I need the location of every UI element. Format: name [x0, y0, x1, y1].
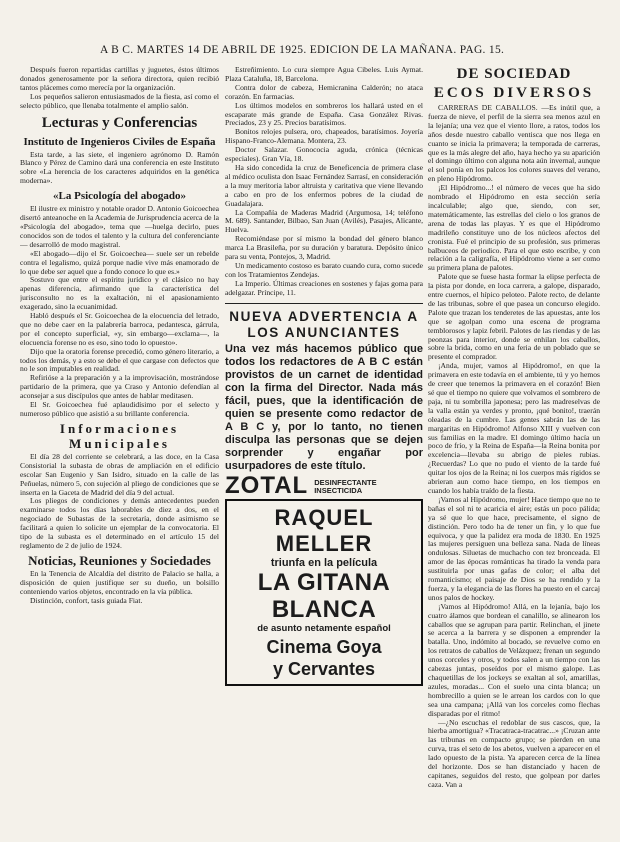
paragraph: Después fueron repartidas cartillas y juguetes, éstos últimos donados generosamente por la señora directora, quien recibió tantos plácemes como merecía por la organización.	[20, 66, 219, 92]
paragraph-text: —Es inútil que, a fuerza de nieve, el perfil de la sierra sea menos azul en la lejanía; una vez que el viento llore, a ratos, todos los años desde nuestro caballo ventisca que nos llega en cuanto se inicia la primavera; la temporada de carreras, que es la más alegre del año, haya hecho ya su aparición el domingo último con alguna nota aún invernal, aunque el sol ponía en los palcos los colores suaves del verano, en pleno Hipódromo.	[428, 103, 600, 184]
paragraph	[428, 104, 600, 184]
paragraph: ¡El Hipódromo...! el número de veces que ha sido nombrado el Hipódromo en esta sección sería incalculable; algo que, siendo, con ser, matemáticamente, las estrellas del cielo o los granos de arena de todas las playas. Y es que el Hipódromo madrileño constituye uno de los núcleos afectos del cronista. Fué el principio de su profesión, sus primeras balbuceos de periodico. Para el que esto escribe, y con relación a la caligrafía, el Hipódromo viene a ser como su primera plana de palotes.	[428, 183, 600, 273]
paragraph: El día 28 del corriente se celebrará, a las doce, en la Casa Consistorial la subasta de obras de ampliación en el edificio escolar San Eugenio y San Isidro, situado en la calle de las Peñuelas, número 5, con sujeción al pliego de condiciones que se inserta en la Gaceta de Madrid del día 9 del actual.	[20, 451, 219, 497]
paragraph: Sostuvo que entre el espíritu jurídico y el clásico no hay apenas diferencia, afirmando que la característica del jurisconsulto no es la exaltación, ni el apasionamiento exagerado, sino la ecuanimidad.	[20, 275, 219, 312]
notice-item: La Compañía de Maderas Madrid (Argumosa, 14; teléfono M. 689). Santander, Bilbao, San Juan (Avilés), Pasajes, Alicante, Huelva.	[225, 207, 423, 235]
notice-item: Estreñimiento. Lo cura siempre Agua Cibeles. Luis Aymat. Plaza Cataluña, 18, Barcelona.	[225, 66, 423, 83]
column-right	[428, 66, 600, 826]
subheading-psicologia: «La Psicología del abogado»	[53, 190, 186, 203]
cinema-ad-venue: y Cervantes	[272, 659, 376, 680]
cinema-ad-line: triunfa en la película	[270, 556, 378, 569]
cinema-ad-venue: Cinema Goya	[266, 637, 382, 658]
column-middle	[225, 66, 423, 822]
notice-item: Los últimos modelos en sombreros los hallará usted en el escaparate más grande de España. Casa González Rivas. Preciados, 23 y 25. Precios baratísimos.	[225, 100, 423, 128]
paragraph: ¡Anda, mujer, vamos al Hipódromo!, en que la primavera en este todavía en el ambiente, tú y yo hemos de creer que tenemos la primavera en el corazón! Bien sé que el tiempo no quiere que volvamos el sombrero de paja, ni tu sombrilla japonesa; pero las madreselvas de la valla están ya verdes y pronto, ¡qué bonito!, traerán oleadas de la cumbre. Las gentes sabrán las de las margaritas en Hipódromo! Alfonso XIII y vuelven con sus familias en la madre. El domingo último hacía un poco de frío, y la Reina de España—la Reina bonita por excelencia—llevaba su abrigo de pieles rubias. ¿Recuerdas? Lo que no pudo el viento de la tarde fué quitar los ojos de la Reina; ni los cuerpos más rígidos se abrieran aun como hace tiempo, en los tiempos en cuando los había traído de la fiesta.	[428, 361, 600, 495]
paragraph: ¡Vamos al Hipódromo, mujer! Hace tiempo que no te bañas el sol ni te acaricia el aire; estás un poco pálida; ya sé que lo que hace, precisamente, el signo de distinción. Pero todo ha de tener un fin, y lo que fue equivoca, y que la palidez era moda de 1830. En 1925 las mujeres persiguen una belleza sana. Nada de líneas ondulosas. Siluetas de muchacho con tez bronceada. El amor de las épocas románticas ha tirado la venda para sustituirla por unas gafas de color; el alba del romanticismo; el paisaje de Dios se ha rendido y la fuerza, y la elegancia de las flores ha puesto en el carcaj unos palos de hockey.	[428, 494, 600, 602]
paragraph: ¡Vamos al Hipódromo! Allá, en la lejanía, bajo los cuatro álamos que bordean el canalillo, se alinearon los caballos que se agrupan para partir. Relinchan, el jinete se acerca a la barrera y se disponen a emprender la batalla. Uno, indómito al bocado, se revuelve como en los retratos de caballos de Velázquez; frenan un segundo unos corceles y otros, y todos salen a un tiempo con las cabezas juntas, poseídos por el mismo galope. Las chaquetillas de los jockeys se exaltan al sol, amarillas, azules, moradas... Con el suelo una cinta blanca; un hombrecillo a quien se le arrean los cardos con lo que sea una campana; ¡Allá van los corceles como flechas disparadas por el ritmo!	[428, 601, 600, 718]
notice-item: Contra dolor de cabeza, Hemicranina Calderón; no ataca corazón. En farmacias.	[225, 82, 423, 101]
cinema-ad-line: de asunto netamente español	[257, 623, 391, 635]
section-title-noticias: Noticias, Reuniones y Sociedades	[28, 552, 211, 568]
paragraph: Palote que se fuese hasta formar la elipse perfecta de la pista por donde, en loca carrera, a galope, disparado, entre cuernos, el hípico peloteo. Palote recto, de delante de las tribunas, sobre el que pasea un concurso elegido. Palote que trazan los tenderetes de las apuestas, ante los que se agolpan como una escena de programa temblorosos y lapiz febril. Palotes de las riendas y de las peonzas para interior, donde se enhilan los caballos, sobre la brida, como en una feria de un poblado que se presente el comprador.	[428, 272, 600, 362]
section-subtitle-instituto: Instituto de Ingenieros Civiles de España	[23, 135, 216, 148]
zotal-ad	[225, 472, 423, 500]
cinema-ad-film: LA GITANA BLANCA	[257, 569, 391, 624]
column-left	[20, 66, 219, 822]
paragraph: Habló después el Sr. Goicoechea de la elocuencia del letrado, que no debe caer en la palabrería barroca, pedantesca, gárrula, por el concepto superficial, «y, sin embargo—exclama—, la elocuencia forense no es eso, sino todo lo opuesto».	[20, 311, 219, 347]
lead-in: CARRERAS DE CABALLOS.	[438, 103, 538, 112]
paragraph: El Sr. Goicoechea fué aplaudidísimo por el selecto y numeroso público que asistió a su brillante conferencia.	[20, 400, 219, 418]
society-title: DE SOCIEDAD	[456, 66, 572, 82]
cinema-ad-actress: RAQUEL MELLER	[274, 504, 374, 556]
notice-item: Doctor Salazar. Gonococia aguda, crónica (técnicas especiales). Gran Vía, 18.	[225, 145, 423, 164]
zotal-brand: ZOTAL	[225, 472, 309, 500]
page-header: A B C. MARTES 14 DE ABRIL DE 1925. EDICION DE LA MAÑANA. PAG. 15.	[100, 44, 505, 56]
paragraph: El ilustre ex ministro y notable orador D. Antonio Goicoechea disertó anteanoche en la Academia de Jurisprudencia acerca de la «Psicología del abogado», tema que —huelga decirlo, pues conocidos son de todos el talento y la cultura del conferenciante— desarrolló de modo magistral.	[20, 204, 219, 249]
paragraph: —¿No escuchas el redoblar de sus cascos, que, la hierba amortigua? «Tracatraca-tracatrac...» ¡Cruzan ante las tribunas en compacto grupo; se pierden en una curva, tras el seto de los abetos, vuelven a aparecer en el lado opuesto de la pista. Ya aparecen cerca de la línea del horizonte. Dos se han distanciado y hacen de capitanes, seguidos del resto, que golpean por darles caza. Van a	[428, 717, 600, 789]
paragraph: Los pequeños salieron entusiasmados de la fiesta, así como el selecto público, que llenaba totalmente el amplio salón.	[20, 91, 219, 110]
paragraph: «El abogado—dijo el Sr. Goicoechea— suele ser un rebelde contra el legalismo, quizá porque nadie vive más enamorado de lo que debe ser aquel que a fondo conoce lo que es.»	[20, 248, 219, 276]
cinema-ad	[225, 499, 423, 687]
advertencia-title: NUEVA ADVERTENCIA A LOS ANUNCIANTES	[229, 308, 419, 340]
ecos-title: ECOS DIVERSOS	[433, 85, 595, 101]
paragraph: En la Tenencia de Alcaldía del distrito de Palacio se halla, a disposición de quien justifique ser su dueño, un bolsillo conteniendo varios objetos, encontrado en la vía pública.	[20, 568, 219, 596]
paragraph: Dijo que la oratoria forense precedió, como género literario, a todos los demás, y a esto se debe el que cargase con defectos que no le son imputables en realidad.	[20, 346, 219, 374]
paragraph: Esta tarde, a las siete, el ingeniero agrónomo D. Ramón Blanco y Pérez de Camino dará una conferencia en este Instituto sobre «La herencia de los caracteres adquiridos en la genética moderna».	[20, 149, 219, 186]
notice-item: Recomiéndase por sí mismo la bondad del género blanco marca La Brasileña, por su duración y baratura. Depósito único para su venta, Pontejos, 3, Madrid.	[225, 234, 423, 262]
paragraph: Refirióse a la preparación y a la improvisación, mostrándose partidario de la primera, que ya Craso y Antonio defendían al aconsejar a sus discípulos que antes de hablar meditasen.	[20, 373, 219, 401]
section-title-lecturas: Lecturas y Conferencias	[41, 114, 198, 131]
advertencia-body: Una vez más hacemos público que todos los redactores de A B C están provistos de un carnet de identidad con la firma del Director. Nada más fácil, pues, que la identificación de quien se presente como redactor de A B C y, por lo tanto, no tienen disculpa las personas que se dejen sorprender y engañar por usurpadores de este título.	[225, 342, 423, 472]
zotal-tag-1: DESINFECTANTE	[314, 477, 377, 487]
section-title-informaciones: Informaciones Municipales	[59, 420, 180, 451]
notice-item: Ha sido concedida la cruz de Beneficencia de primera clase al médico oculista don Isaac Fernández Sarrasí, en consideración a la muy meritoria labor altruista y caritativa que viene llevando a cabo en pro de los enfermos pobres de la ciudad de Guadalajara.	[225, 162, 423, 208]
divider-rule	[225, 303, 423, 304]
paragraph: Los pliegos de condiciones y demás antecedentes pueden examinarse todos los días laborables de diez a dos, en el negociado de Subastas de la secretaría, donde asimismo se facilitará a quien lo solicite un ejemplar de la convocatoria. El tipo de la subasta es el determinado en el artículo 15 del reglamento de 2 de julio de 1924.	[20, 496, 219, 550]
zotal-tagline	[314, 479, 376, 495]
zotal-tag-2: INSECTICIDA	[314, 485, 363, 495]
notice-item: La Imperio. Últimas creaciones en sostenes y fajas goma para adelgazar. Príncipe, 11.	[225, 278, 423, 297]
notice-item: Un medicamento costoso es barato cuando cura, como sucede con los Tratamientos Zendejas.	[225, 260, 423, 279]
notice-item: Bonitos relojes pulsera, oro, chapeados, baratísimos. Joyería Hispano-Franco-Alemana. Montera, 23.	[225, 127, 423, 146]
paragraph: Distinción, confort, tasis guiada Fiat.	[30, 595, 143, 605]
